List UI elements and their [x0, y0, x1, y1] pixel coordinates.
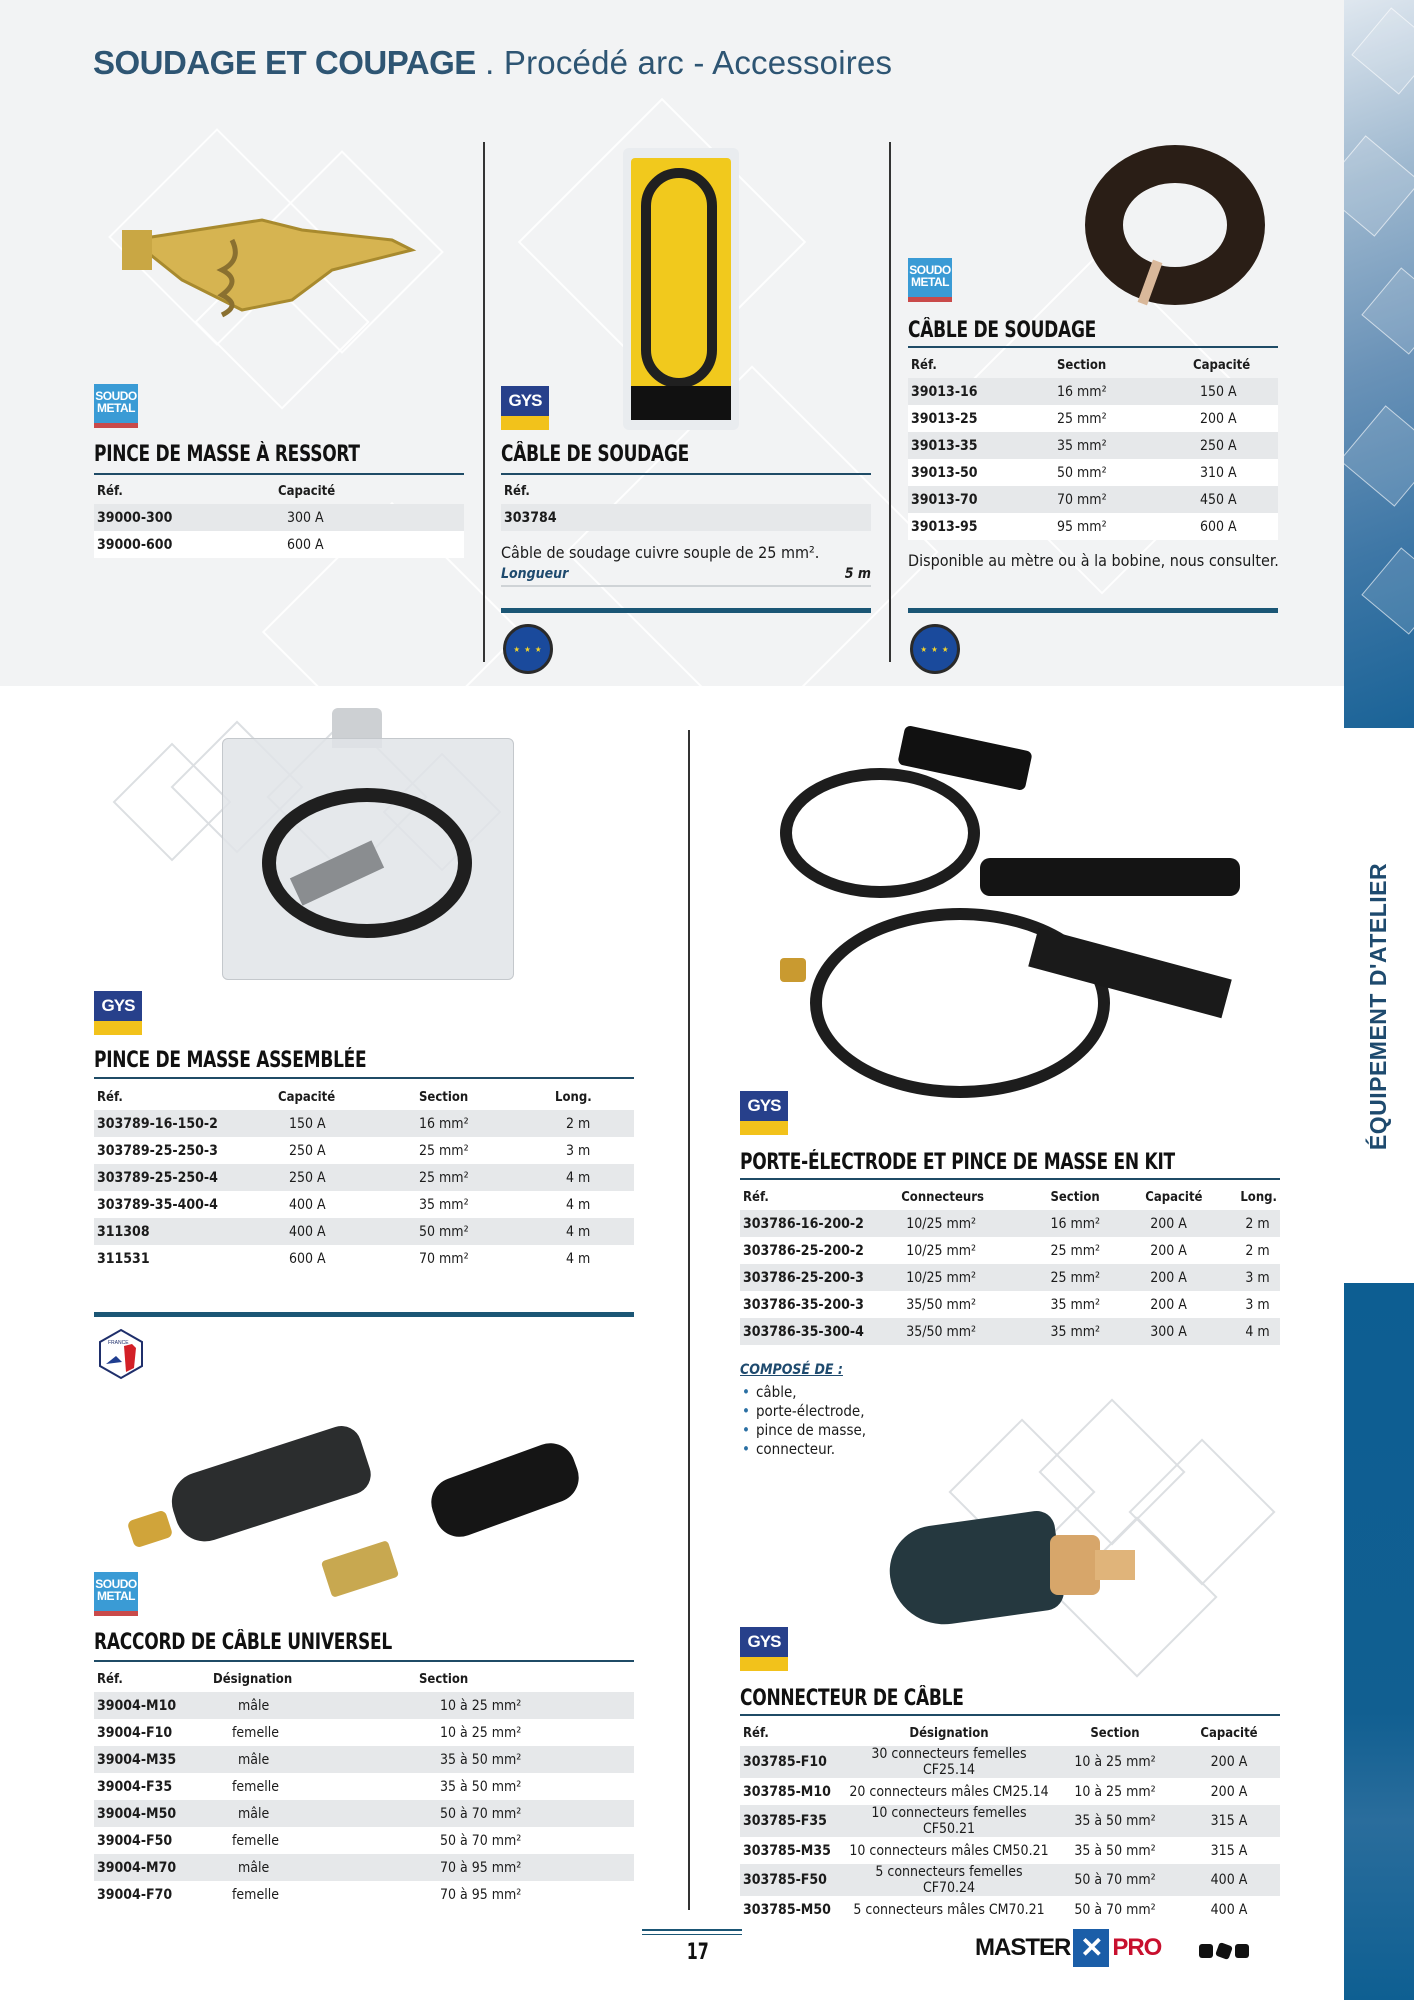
product-photo-raccord [120, 1400, 600, 1580]
brand-logo-soudo-metal: SOUDO METAL [908, 258, 952, 302]
product-description: Câble de soudage cuivre souple de 25 mm². [501, 543, 820, 562]
product-title: PORTE-ÉLECTRODE ET PINCE DE MASSE EN KIT [740, 1150, 1175, 1175]
composed-of-heading: COMPOSÉ DE : [740, 1362, 843, 1378]
column-divider [483, 142, 485, 662]
table-row: 39013-95 95 mm² 600 A [908, 513, 1278, 540]
page-number-rule [642, 1929, 742, 1931]
table-row: 39004-M35 mâle 35 à 50 mm² [94, 1746, 634, 1773]
brand-logo-soudo-metal: SOUDO METAL [94, 384, 138, 428]
section-rule [94, 1312, 634, 1317]
table-row: 39004-F10 femelle 10 à 25 mm² [94, 1719, 634, 1746]
product-table-kit [740, 1184, 1280, 1345]
list-item: • pince de masse, [742, 1421, 866, 1440]
col-header: Désignation [909, 1725, 989, 1741]
sidebar-decorative-banner [1344, 0, 1414, 728]
table-row: 303789-35-400-4 400 A 35 mm² 4 m [94, 1191, 634, 1218]
col-header: Section [1057, 357, 1107, 373]
table-row: 39004-F70 femelle 70 à 95 mm² [94, 1881, 634, 1908]
table-row: 39004-F50 femelle 50 à 70 mm² [94, 1827, 634, 1854]
brand-logo-gys: GYS [94, 991, 142, 1035]
masterpro-logo: MASTER ✕ PRO [975, 1929, 1161, 1967]
table-row: 39004-M50 mâle 50 à 70 mm² [94, 1800, 634, 1827]
table-row: 311308 400 A 50 mm² 4 m [94, 1218, 634, 1245]
brand-logo-soudo-metal: SOUDO METAL [94, 1572, 138, 1616]
column-divider [688, 730, 690, 1910]
col-header: Capacité [1200, 1725, 1258, 1741]
table-row: 39013-25 25 mm² 200 A [908, 405, 1278, 432]
product-photo-cable-gys [623, 148, 739, 430]
table-row: 303785-F35 10 connecteurs femelles CF50.21 35 à 50 mm² 315 A [740, 1805, 1280, 1837]
page-title: SOUDAGE ET COUPAGE . Procédé arc - Accessoires [93, 44, 893, 81]
col-header: Capacité [1193, 357, 1251, 373]
sidebar-tab-block [1344, 1283, 1414, 2000]
col-header: Long. [555, 1089, 592, 1105]
title-underline [740, 1714, 1280, 1716]
product-title: CONNECTEUR DE CÂBLE [740, 1686, 964, 1711]
product-table-connecteur [740, 1720, 1280, 1923]
page-number-rule [642, 1934, 742, 1935]
table-row: 303786-35-300-4 35/50 mm² 35 mm² 300 A 4 m [740, 1318, 1280, 1345]
composed-of-list [742, 1383, 866, 1459]
product-table-raccord [94, 1666, 634, 1908]
title-underline [94, 1660, 634, 1662]
col-header: Section [419, 1671, 469, 1687]
product-photo-pince-ressort [92, 180, 432, 330]
col-header: Réf. [504, 483, 530, 499]
col-header: Réf. [743, 1189, 769, 1205]
section-rule [908, 608, 1278, 613]
svg-text:FRANCE: FRANCE [108, 1340, 129, 1346]
product-photo-pince-assemblee [222, 708, 512, 988]
length-spec [501, 566, 871, 587]
list-item: • porte-électrode, [742, 1402, 866, 1421]
eu-origin-badge: ★ ★ ★ [503, 624, 553, 674]
table-row: 39013-70 70 mm² 450 A [908, 486, 1278, 513]
product-photo-cable-bobine [1080, 140, 1270, 310]
col-header: Réf. [97, 483, 123, 499]
table-row: 303789-25-250-4 250 A 25 mm² 4 m [94, 1164, 634, 1191]
product-title: RACCORD DE CÂBLE UNIVERSEL [94, 1630, 392, 1655]
table-row: 303786-25-200-3 10/25 mm² 25 mm² 200 A 3 m [740, 1264, 1280, 1291]
section-rule [501, 608, 871, 613]
product-title: CÂBLE DE SOUDAGE [501, 442, 690, 467]
col-header: Réf. [911, 357, 937, 373]
product-table-pince-ressort [94, 478, 464, 558]
col-header: Réf. [97, 1089, 123, 1105]
title-underline [501, 473, 871, 475]
product-title: PINCE DE MASSE ASSEMBLÉE [94, 1048, 367, 1073]
masterpro-star-icon: ✕ [1073, 1929, 1109, 1967]
made-in-france-badge [98, 1328, 144, 1380]
table-row: 311531 600 A 70 mm² 4 m [94, 1245, 634, 1272]
col-header: Capacité [278, 483, 336, 499]
table-row: 303785-F50 5 connecteurs femelles CF70.24 50 à 70 mm² 400 A [740, 1864, 1280, 1896]
col-header: Section [1090, 1725, 1140, 1741]
title-underline [740, 1178, 1280, 1180]
product-title: CÂBLE DE SOUDAGE [908, 318, 1097, 343]
title-underline [94, 1077, 634, 1079]
col-header: Réf. [743, 1725, 769, 1741]
list-item: • câble, [742, 1383, 866, 1402]
title-underline [908, 346, 1278, 348]
brand-logo-gys: GYS [501, 386, 549, 430]
table-row: 39004-M10 mâle 10 à 25 mm² [94, 1692, 634, 1719]
sidebar [1344, 0, 1414, 2000]
table-row: 303789-25-250-3 250 A 25 mm² 3 m [94, 1137, 634, 1164]
col-header: Capacité [1145, 1189, 1203, 1205]
length-value: 5 m [844, 566, 871, 582]
table-row: 39000-300 300 A [94, 504, 464, 531]
table-row: 303786-25-200-2 10/25 mm² 25 mm² 200 A 2 m [740, 1237, 1280, 1264]
length-label: Longueur [501, 566, 569, 582]
col-header: Section [1050, 1189, 1100, 1205]
col-header: Désignation [213, 1671, 293, 1687]
product-note: Disponible au mètre ou à la bobine, nous consulter. [908, 551, 1279, 570]
table-row: 303785-M10 20 connecteurs mâles CM25.14 10 à 25 mm² 200 A [740, 1778, 1280, 1805]
table-row: 39004-M70 mâle 70 à 95 mm² [94, 1854, 634, 1881]
col-header: Connecteurs [901, 1189, 984, 1205]
sidebar-section-label: ÉQUIPEMENT D'ATELIER [1365, 862, 1392, 1150]
product-photo-connecteur [880, 1490, 1140, 1640]
column-divider [889, 142, 891, 662]
col-header: Long. [1240, 1189, 1277, 1205]
col-header: Réf. [97, 1671, 123, 1687]
table-row: 39013-35 35 mm² 250 A [908, 432, 1278, 459]
table-row: 39013-50 50 mm² 310 A [908, 459, 1278, 486]
brand-logo-gys: GYS [740, 1091, 788, 1135]
table-row: 39000-600 600 A [94, 531, 464, 558]
col-header: Capacité [278, 1089, 336, 1105]
col-header: Section [419, 1089, 469, 1105]
title-underline [94, 473, 464, 475]
table-row: 303784 [501, 504, 871, 531]
list-item: • connecteur. [742, 1440, 866, 1459]
table-row: 303785-M50 5 connecteurs mâles CM70.21 50 à 70 mm² 400 A [740, 1896, 1280, 1923]
product-table-cable-gys [501, 478, 871, 531]
eu-origin-badge: ★ ★ ★ [910, 624, 960, 674]
product-table-cable-soudo [908, 352, 1278, 540]
brand-dots-icon [1199, 1944, 1249, 1958]
table-row: 303785-F10 30 connecteurs femelles CF25.14 10 à 25 mm² 200 A [740, 1746, 1280, 1778]
table-row: 303785-M35 10 connecteurs mâles CM50.21 35 à 50 mm² 315 A [740, 1837, 1280, 1864]
table-row: 303786-16-200-2 10/25 mm² 16 mm² 200 A 2 m [740, 1210, 1280, 1237]
table-row: 303786-35-200-3 35/50 mm² 35 mm² 200 A 3 m [740, 1291, 1280, 1318]
product-title: PINCE DE MASSE À RESSORT [94, 442, 360, 467]
brand-logo-gys: GYS [740, 1627, 788, 1671]
product-table-pince-assemblee [94, 1084, 634, 1272]
table-row: 39013-16 16 mm² 150 A [908, 378, 1278, 405]
page-number: 17 [686, 1940, 709, 1965]
table-row: 303789-16-150-2 150 A 16 mm² 2 m [94, 1110, 634, 1137]
product-photo-kit [760, 728, 1280, 1108]
table-row: 39004-F35 femelle 35 à 50 mm² [94, 1773, 634, 1800]
